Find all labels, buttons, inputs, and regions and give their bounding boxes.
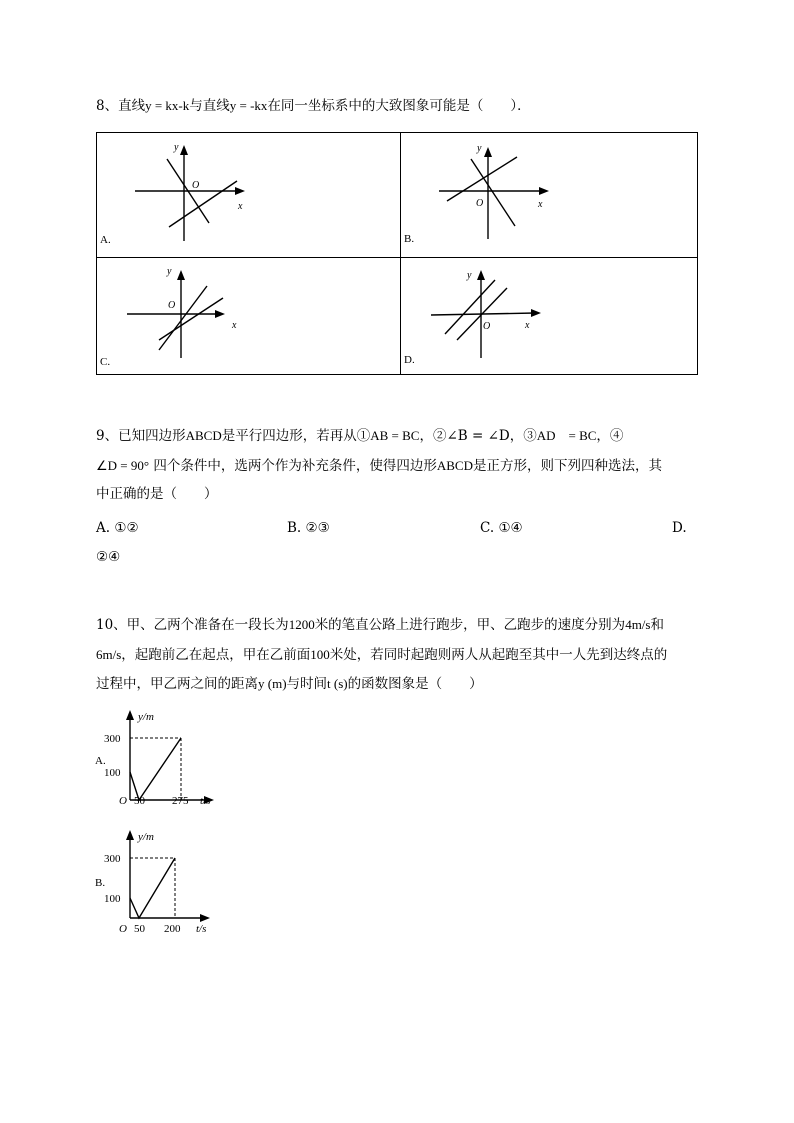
tick-label-50: 50: [134, 923, 145, 934]
stem-text: 9、已知四边形: [96, 428, 186, 444]
stem-text: ，起跑前乙在起点，甲在乙前面: [121, 647, 311, 663]
option-a-graph: [97, 133, 400, 257]
origin-label: O: [119, 923, 127, 934]
math-term: ABCD: [436, 458, 473, 473]
question-10-line-2: [96, 645, 667, 665]
stem-text: ，④: [596, 428, 624, 444]
q10-option-a-graph: [92, 706, 232, 808]
y-axis-label: y/m: [138, 831, 154, 843]
question-8-stem: [96, 96, 531, 116]
x-axis-label: x: [238, 201, 243, 212]
stem-text: 与时间: [286, 676, 328, 692]
choice-text: ②④: [96, 549, 121, 565]
q10-option-b-graph: [92, 826, 232, 934]
stem-text: 在同一坐标系中的大致图象可能是（ ）．: [267, 98, 531, 114]
x-axis-label: x: [538, 199, 543, 210]
choice-a[interactable]: [96, 518, 139, 538]
stem-text: 的函数图象是（ ）: [347, 676, 483, 692]
x-axis-label: x: [232, 320, 237, 331]
q10-option-a[interactable]: [92, 706, 232, 808]
origin-label: O: [483, 321, 491, 332]
stem-text: 是平行四边形，若再从①: [221, 428, 371, 444]
option-d-graph: [401, 258, 699, 374]
question-9-line-1: [96, 426, 623, 446]
speed-1: 4m/s: [625, 617, 651, 632]
tick-label-50: 50: [134, 795, 145, 807]
option-label: D.: [404, 354, 415, 366]
origin-label: O: [168, 300, 176, 311]
tick-label-end: 200: [164, 923, 181, 934]
choice-label: B.: [287, 520, 302, 536]
option-c-graph: [97, 258, 400, 374]
stem-text: 是正方形，则下列四种选法，其: [473, 458, 662, 474]
stem-text: 10、甲、乙两个准备在一段长为: [96, 617, 289, 633]
condition-3: AD = BC: [536, 428, 597, 443]
option-label: A.: [95, 755, 106, 767]
stem-text: 四个条件中，选两个作为补充条件，使得四边形: [149, 458, 437, 474]
choice-label: D.: [672, 520, 687, 536]
choice-text: ①②: [114, 520, 139, 536]
origin-label: O: [476, 198, 484, 209]
option-label: C.: [100, 356, 111, 368]
choice-label: C.: [480, 520, 495, 536]
origin-label: O: [119, 795, 127, 807]
y-axis-label: y: [477, 143, 482, 154]
tick-label-100: 100: [104, 893, 121, 905]
question-9-line-2: [96, 456, 662, 476]
origin-label: O: [192, 180, 200, 191]
y-axis-label: y: [467, 270, 472, 281]
stem-text: 过程中，甲乙两之间的距离: [96, 676, 258, 692]
x-axis-label: x: [525, 320, 530, 331]
length-value: 1200: [288, 617, 315, 632]
stem-text: 米的笔直公路上进行跑步，甲、乙跑步的速度分别为: [314, 617, 626, 633]
x-axis-label: t/s: [196, 923, 207, 934]
condition-1: AB = BC: [370, 428, 420, 443]
options-table: [96, 132, 698, 375]
option-b-graph: [401, 133, 699, 257]
stem-text: 米处，若同时起跑则两人从起跑至其中一人先到达终点的: [329, 647, 668, 663]
choice-text: ②③: [305, 520, 330, 536]
option-c-cell[interactable]: [97, 258, 400, 374]
math-term: y (m): [258, 676, 287, 691]
option-d-cell[interactable]: [401, 258, 699, 374]
question-10-line-3: [96, 674, 483, 694]
y-axis-label: y/m: [138, 711, 154, 723]
math-term: t (s): [327, 676, 348, 691]
tick-label-300: 300: [104, 853, 121, 865]
option-label: B.: [95, 877, 106, 889]
equation-2: y = -kx: [229, 98, 268, 113]
choice-c[interactable]: [480, 518, 523, 538]
option-a-cell[interactable]: [97, 133, 400, 257]
equation-1: y = kx-k: [145, 98, 190, 113]
q10-option-b[interactable]: [92, 826, 232, 934]
choice-b[interactable]: [287, 518, 330, 538]
choice-d-label[interactable]: [672, 518, 687, 538]
y-axis-label: y: [174, 142, 179, 153]
choice-text: ①④: [498, 520, 523, 536]
choice-d-text[interactable]: [96, 547, 120, 567]
stem-text: 和: [650, 617, 664, 633]
y-axis-label: y: [167, 266, 172, 277]
stem-text: 中正确的是（ ）: [96, 486, 218, 502]
question-9-line-3: [96, 484, 218, 504]
stem-text: 直线: [118, 98, 146, 114]
choice-label: A.: [96, 520, 111, 536]
option-label: B.: [404, 233, 415, 245]
option-label: A.: [100, 234, 111, 246]
question-10-line-1: [96, 615, 664, 635]
question-number: 8、: [96, 98, 119, 114]
math-term: ABCD: [185, 428, 222, 443]
speed-2: 6m/s: [96, 647, 122, 662]
distance-value: 100: [310, 647, 330, 662]
tick-label-100: 100: [104, 767, 121, 779]
stem-text: 与直线: [189, 98, 230, 114]
tick-label-300: 300: [104, 733, 121, 745]
condition-4: ∠D = 90°: [96, 458, 150, 473]
option-b-cell[interactable]: [401, 133, 699, 257]
x-axis-label: t/s: [200, 795, 211, 807]
stem-text: ，②∠B = ∠D，③: [419, 428, 537, 444]
tick-label-end: 275: [172, 795, 189, 807]
